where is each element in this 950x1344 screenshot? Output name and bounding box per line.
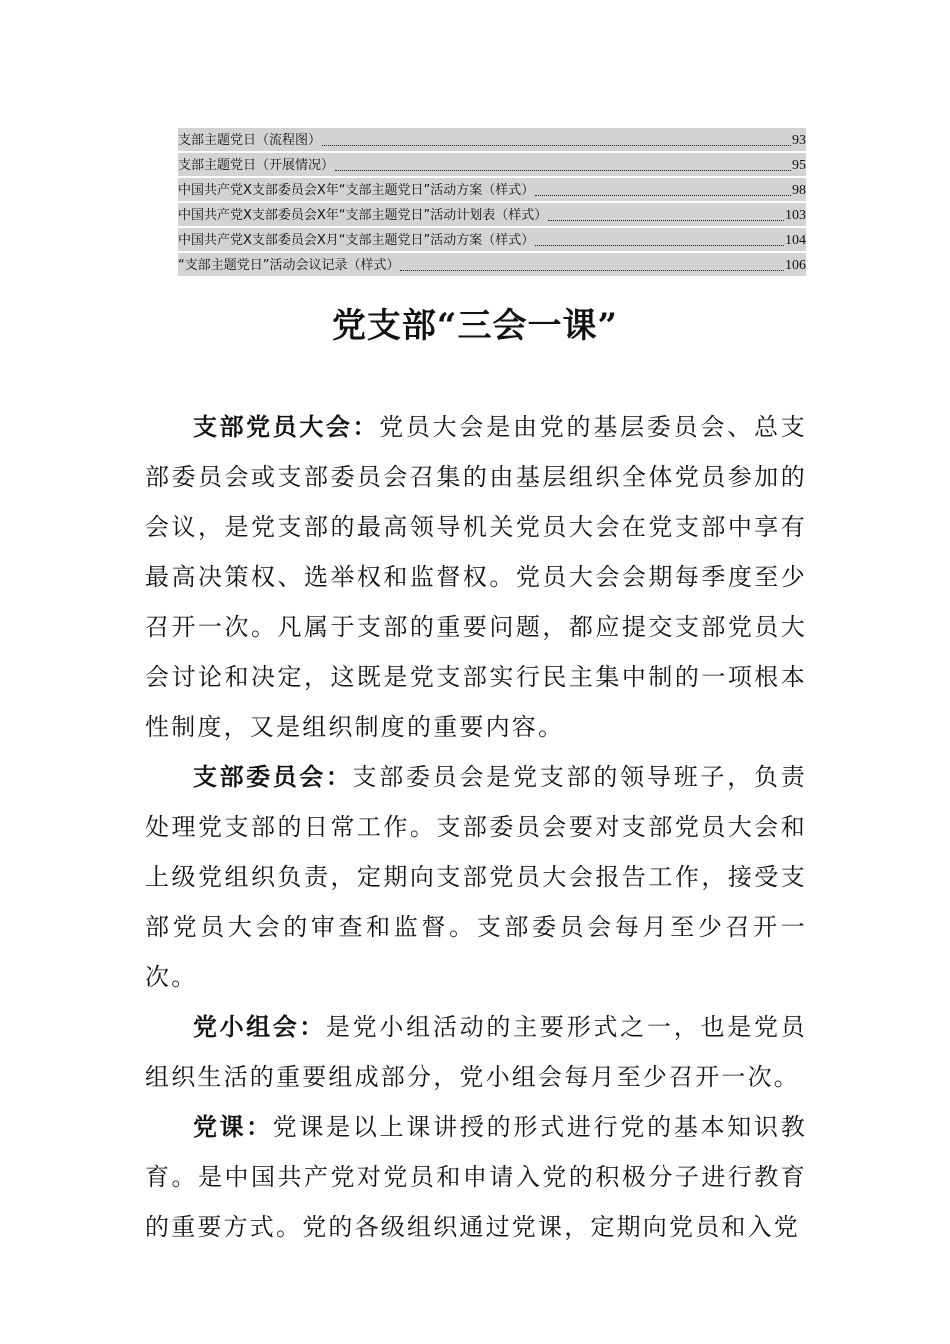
toc-entry[interactable] xyxy=(178,253,806,276)
paragraph-text: 党员大会是由党的基层委员会、总支部委员会或支部委员会召集的由基层组织全体党员参加的会议，是党支部的最高领导机关党员大会在党支部中享有最高决策权、选举权和监督权。党员大会会期每季度至少召开一次。凡属于支部的重要问题，都应提交支部党员大会讨论和决定，这既是党支部实行民主集中制的一项根本性制度，又是组织制度的重要内容。 xyxy=(145,413,808,741)
paragraph-text: 是党小组活动的主要形式之一，也是党员组织生活的重要组成部分，党小组会每月至少召开一次。 xyxy=(145,1013,808,1091)
toc-entry-title: 支部主题党日（流程图） xyxy=(178,133,322,148)
toc-entry-title: “支部主题党日”活动会议记录（样式） xyxy=(178,258,400,273)
paragraph-term: 支部党员大会： xyxy=(193,412,380,441)
toc-entry[interactable] xyxy=(178,203,806,226)
paragraph-term: 支部委员会： xyxy=(193,762,353,791)
paragraph-text: 党课是以上课讲授的形式进行党的基本知识教育。是中国共产党对党员和申请入党的积极分子进行教育的重要方式。党的各级组织通过党课，定期向党员和入党 xyxy=(145,1113,808,1241)
section-heading: 党支部“三会一课” xyxy=(331,306,619,346)
toc-entry-page: 93 xyxy=(792,133,806,148)
paragraph-text: 支部委员会是党支部的领导班子，负责处理党支部的日常工作。支部委员会要对支部党员大会和上级党组织负责，定期向支部党员大会报告工作，接受支部党员大会的审查和监督。支部委员会每月至少召开一次。 xyxy=(145,763,807,991)
toc-dot-leader xyxy=(535,244,784,246)
paragraph-party-member-congress xyxy=(145,402,807,752)
table-of-contents xyxy=(178,128,806,278)
body-text xyxy=(145,402,807,1252)
toc-entry-page: 95 xyxy=(792,158,806,173)
toc-entry[interactable] xyxy=(178,228,806,251)
paragraph-branch-committee xyxy=(145,752,807,1002)
toc-dot-leader xyxy=(335,169,791,171)
toc-entry-title: 中国共产党X支部委员会X年“支部主题党日”活动方案（样式） xyxy=(178,183,535,198)
toc-dot-leader xyxy=(400,269,784,271)
paragraph-term: 党小组会： xyxy=(193,1012,326,1041)
toc-entry[interactable] xyxy=(178,153,806,176)
toc-dot-leader xyxy=(535,194,791,196)
toc-dot-leader xyxy=(322,144,791,146)
toc-entry-page: 104 xyxy=(785,233,806,248)
paragraph-party-lecture xyxy=(145,1102,807,1252)
toc-entry[interactable] xyxy=(178,178,806,201)
toc-entry-page: 98 xyxy=(792,183,806,198)
toc-entry-page: 106 xyxy=(785,258,806,273)
paragraph-term: 党课： xyxy=(193,1112,273,1141)
toc-dot-leader xyxy=(548,219,784,221)
toc-entry[interactable] xyxy=(178,128,806,151)
paragraph-group-meeting xyxy=(145,1002,807,1102)
toc-entry-title: 支部主题党日（开展情况） xyxy=(178,158,335,173)
toc-entry-page: 103 xyxy=(785,208,806,223)
toc-entry-title: 中国共产党X支部委员会X月“支部主题党日”活动方案（样式） xyxy=(178,233,535,248)
toc-entry-title: 中国共产党X支部委员会X年“支部主题党日”活动计划表（样式） xyxy=(178,208,548,223)
